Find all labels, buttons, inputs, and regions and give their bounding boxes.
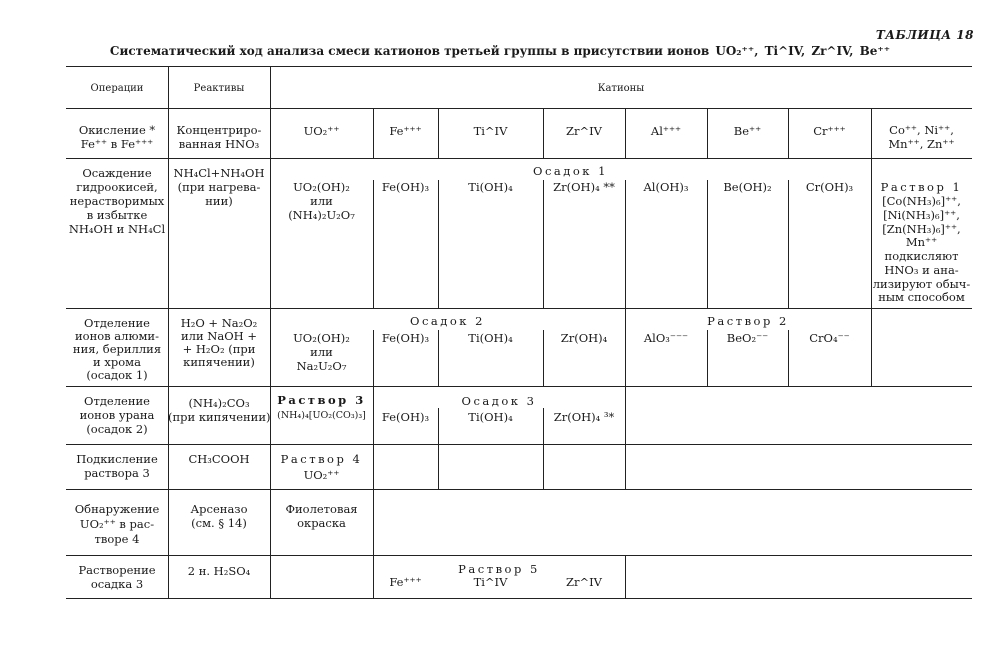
table-title-text: Систематический ход анализа смеси катионов третьей группы в присутствии ионов — [109, 44, 710, 58]
cation-cr: Cr⁺⁺⁺ — [813, 124, 846, 138]
r3-fe: Fe(OH)₃ — [381, 331, 430, 345]
table-title — [0, 44, 1000, 58]
header-operations: Операции — [90, 83, 144, 94]
cation-co-ni: Co⁺⁺, Ni⁺⁺, — [889, 123, 954, 137]
tick-r3-g — [871, 308, 872, 386]
r2-be: Be(OH)₂ — [723, 180, 772, 194]
r4-solution-label: Раствор 3 — [277, 393, 366, 407]
r2-uo2-1: UO₂(OH)₂ — [293, 180, 350, 194]
r2-op-2: гидроокисей, — [76, 180, 158, 194]
r3-op-3: ния, бериллия — [72, 342, 162, 356]
title-ion-be: Be⁺⁺ — [859, 44, 891, 58]
r3-uo2-2: или — [310, 345, 333, 359]
r2-fe: Fe(OH)₃ — [381, 180, 430, 194]
r4-reagent-1: (NH₄)₂CO₃ — [188, 396, 250, 410]
r3-solution-label: Раствор 2 — [707, 314, 789, 328]
r1-reagent-2: ванная HNO₃ — [178, 137, 260, 151]
r7-op-1: Растворение — [78, 563, 156, 577]
page-label: ТАБЛИЦА 18 — [875, 28, 974, 42]
rule-bottom — [66, 598, 972, 599]
tick-r4-d — [625, 386, 626, 444]
r5-op-1: Подкисление — [76, 452, 158, 466]
r2-reagent-2: (при нагрева- — [177, 180, 261, 194]
r2-reagent-1: NH₄Cl+NH₄OH — [173, 166, 265, 180]
r2-zr: Zr(OH)₄ ** — [553, 180, 615, 194]
tick-r5-d — [625, 444, 626, 489]
r6-op-2: UO₂⁺⁺ в рас- — [79, 517, 155, 531]
r3-al: AlO₃⁻⁻⁻ — [643, 331, 689, 345]
r4-op-2: ионов урана — [79, 408, 155, 422]
r2-solution-9: ным способом — [878, 290, 965, 304]
rule-top — [66, 66, 972, 67]
r2-op-5: NH₄OH и NH₄Cl — [68, 222, 166, 236]
header-cations: Катионы — [597, 83, 645, 94]
r3-uo2-3: Na₂U₂O₇ — [296, 359, 347, 373]
r4-reagent-2: (при кипячении) — [168, 410, 271, 424]
r1-op-1: Окисление * — [78, 123, 156, 137]
r2-uo2-3: (NH₄)₂U₂O₇ — [288, 208, 355, 222]
r7-zr: Zr^IV — [566, 575, 602, 589]
r2-solution-2: [Co(NH₃)₆]⁺⁺, — [882, 194, 961, 208]
r2-op-4: в избытке — [86, 208, 148, 222]
rule-row4 — [66, 444, 972, 445]
r4-ti: Ti(OH)₄ — [468, 410, 513, 424]
r2-solution-6: подкисляют — [884, 249, 959, 263]
r6-result-1: Фиолетовая — [285, 502, 358, 516]
r6-reagent-1: Арсеназо — [190, 502, 248, 516]
r1-reagent-1: Концентриро- — [176, 123, 262, 137]
r5-solution-formula: UO₂⁺⁺ — [303, 468, 340, 482]
title-ion-ti: Ti^IV, — [764, 44, 806, 58]
r2-solution-3: [Ni(NH₃)₆]⁺⁺, — [883, 208, 960, 222]
r7-solution-label: Раствор 5 — [458, 562, 540, 576]
tick-r2-d — [625, 180, 626, 308]
r2-ti: Ti(OH)₄ — [468, 180, 513, 194]
r3-op-1: Отделение — [84, 316, 150, 330]
r2-al: Al(OH)₃ — [643, 180, 689, 194]
cation-mn-zn: Mn⁺⁺, Zn⁺⁺ — [888, 137, 955, 151]
title-ion-zr: Zr^IV, — [811, 44, 854, 58]
rule-row6 — [66, 555, 972, 556]
rule-row2 — [66, 308, 972, 309]
r2-op-1: Осаждение — [82, 166, 152, 180]
tick-r2-a — [373, 180, 374, 308]
r4-fe: Fe(OH)₃ — [381, 410, 430, 424]
r4-op-3: (осадок 2) — [86, 422, 148, 436]
r2-solution-8: лизируют обыч- — [872, 277, 971, 291]
r1-op-2: Fe⁺⁺ в Fe⁺⁺⁺ — [80, 137, 154, 151]
tick-r2-f — [788, 180, 789, 308]
tick-r5-c — [543, 444, 544, 489]
r3-reagent-3: + H₂O₂ (при — [182, 342, 256, 356]
header-reagents: Реактивы — [193, 83, 245, 94]
r3-ti: Ti(OH)₄ — [468, 331, 513, 345]
rule-header — [66, 108, 972, 109]
r2-reagent-3: нии) — [205, 194, 233, 208]
tick-r5-a — [373, 444, 374, 555]
rule-row1 — [66, 158, 972, 159]
r2-solution-5: Mn⁺⁺ — [905, 235, 938, 249]
r3-group-label: Осадок 2 — [410, 314, 485, 328]
cation-ti: Ti^IV — [473, 124, 508, 138]
title-ion-uo2: UO₂⁺⁺, — [715, 44, 759, 58]
r3-uo2-1: UO₂(OH)₂ — [293, 331, 350, 345]
r7-op-2: осадка 3 — [90, 577, 144, 591]
tick-r2-b — [438, 180, 439, 308]
r3-op-4: и хрома — [93, 355, 141, 369]
r3-reagent-2: или NaOH + — [181, 329, 257, 343]
cation-uo2: UO₂⁺⁺ — [303, 124, 340, 138]
cation-fe: Fe⁺⁺⁺ — [389, 124, 422, 138]
r2-uo2-2: или — [310, 194, 333, 208]
r5-solution-label: Раствор 4 — [280, 452, 363, 466]
r2-solution-label: Раствор 1 — [880, 180, 963, 194]
r3-reagent-1: H₂O + Na₂O₂ — [180, 316, 258, 330]
r3-cr: CrO₄⁻⁻ — [809, 331, 850, 345]
r2-group-label: Осадок 1 — [533, 164, 608, 178]
r7-ti: Ti^IV — [473, 575, 508, 589]
r7-reagent: 2 н. H₂SO₄ — [187, 564, 251, 578]
r3-op-5: (осадок 1) — [86, 368, 148, 382]
r6-result-2: окраска — [297, 516, 346, 530]
r6-op-1: Обнаружение — [74, 502, 160, 516]
r6-reagent-2: (см. § 14) — [191, 516, 247, 530]
r5-reagent: CH₃COOH — [188, 452, 250, 466]
r2-solution-7: HNO₃ и ана- — [884, 263, 959, 277]
r5-op-2: раствора 3 — [84, 466, 150, 480]
r4-op-1: Отделение — [84, 394, 150, 408]
tick-r2-e — [707, 180, 708, 308]
r7-fe: Fe⁺⁺⁺ — [389, 575, 422, 589]
cation-al: Al⁺⁺⁺ — [650, 124, 682, 138]
r3-op-2: ионов алюми- — [75, 329, 159, 343]
r4-zr: Zr(OH)₄ ³* — [553, 410, 615, 424]
r4-solution-formula: (NH₄)₄[UO₂(CO₃)₃] — [277, 410, 366, 421]
cation-zr: Zr^IV — [566, 124, 602, 138]
tick-r5-b — [438, 444, 439, 489]
r2-cr: Cr(OH)₃ — [805, 180, 854, 194]
r2-solution-4: [Zn(NH₃)₆]⁺⁺, — [882, 222, 961, 236]
r4-group-label: Осадок 3 — [461, 394, 537, 408]
r3-be: BeO₂⁻⁻ — [726, 331, 769, 345]
rule-row5 — [66, 489, 972, 490]
r3-zr: Zr(OH)₄ — [560, 331, 608, 345]
r6-op-3: творе 4 — [94, 532, 140, 546]
tick-r7-b — [625, 555, 626, 598]
tick-r2-c — [543, 180, 544, 308]
rule-row3 — [66, 386, 972, 387]
cation-be: Be⁺⁺ — [733, 124, 762, 138]
r3-reagent-4: кипячении) — [183, 355, 255, 369]
r2-op-3: нерастворимых — [69, 194, 165, 208]
